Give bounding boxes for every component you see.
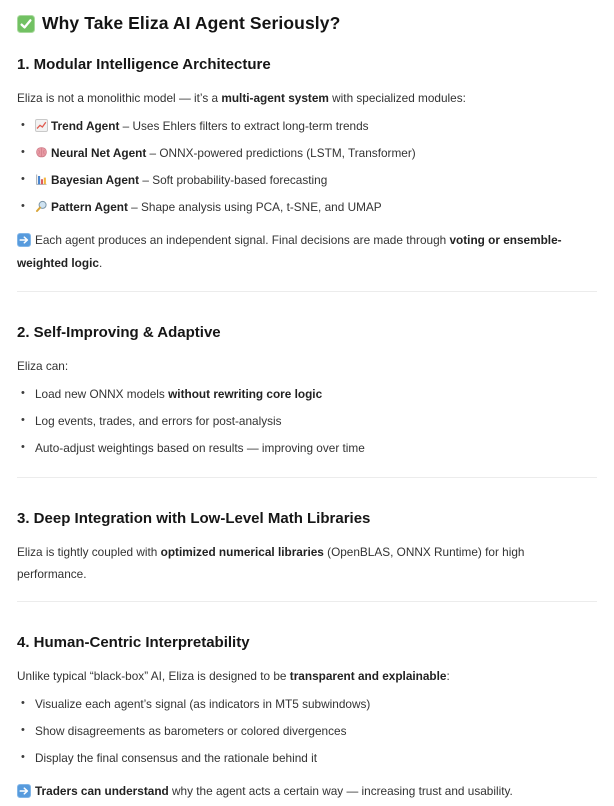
chart-increasing-icon [35, 119, 48, 132]
list-item [17, 717, 597, 744]
agent-name: Neural Net Agent [51, 145, 147, 160]
magnifying-glass-icon [35, 200, 48, 213]
brain-icon [35, 146, 48, 159]
list-item-text [51, 200, 382, 214]
section-intro [17, 355, 597, 377]
bullet-dot: • [21, 119, 25, 131]
section-divider [17, 477, 597, 478]
list-item-text: Load new ONNX models without rewriting core logic [35, 386, 323, 401]
bullet-dot: • [21, 200, 25, 212]
section-self-improving [17, 323, 597, 461]
conclusion-text: Each agent produces an independent signal. Final decisions are made through [35, 233, 450, 247]
list-item-text: Log events, trades, and errors for post-analysis [35, 413, 282, 428]
list-item-text: Visualize each agent’s signal (as indicators in MT5 subwindows) [35, 696, 371, 711]
page-title: Why Take Eliza AI Agent Seriously? [42, 13, 341, 33]
agent-desc: – Shape analysis using PCA, t-SNE, and UMAP [127, 199, 382, 214]
check-mark-icon [17, 15, 35, 33]
interpretability-list [17, 690, 597, 771]
conclusion-bold: voting or ensemble-weighted logic [17, 233, 562, 270]
agent-name: Trend Agent [51, 118, 120, 133]
agent-name: Bayesian Agent [51, 172, 140, 187]
list-item [17, 380, 597, 407]
list-item [17, 166, 597, 193]
conclusion-bold: Traders can understand [35, 784, 169, 798]
list-item [17, 407, 597, 434]
list-item [17, 434, 597, 461]
section-interpretability [17, 633, 597, 803]
section-divider [17, 601, 597, 602]
page-title-row [17, 12, 597, 35]
section-modular-intelligence [17, 55, 597, 275]
agent-desc: – Uses Ehlers filters to extract long-term trends [119, 118, 369, 133]
list-item [17, 193, 597, 220]
intro-text: with specialized modules: [328, 91, 466, 105]
right-arrow-icon [17, 783, 31, 797]
section-conclusion [17, 229, 597, 275]
list-item-text: Show disagreements as barometers or colored divergences [35, 723, 347, 738]
section-intro: Unlike typical “black-box” AI, Eliza is designed to be transparent and explainable: [17, 669, 450, 683]
intro-bold: multi-agent system [221, 91, 329, 105]
intro-text: Eliza can: [17, 359, 69, 373]
bullet-dot: • [21, 173, 25, 185]
bullet-dot: • [21, 751, 25, 763]
section-heading: 4. Human-Centric Interpretability [17, 634, 250, 651]
list-item [17, 690, 597, 717]
section-paragraph: Eliza is tightly coupled with optimized numerical libraries (OpenBLAS, ONNX Runtime) for high performance. [17, 545, 525, 581]
list-item [17, 744, 597, 771]
list-item [17, 112, 597, 139]
list-item-text [51, 173, 327, 187]
agent-desc: – ONNX-powered predictions (LSTM, Transformer) [146, 145, 416, 160]
bullet-dot: • [21, 441, 25, 453]
list-item-text [51, 119, 369, 133]
list-item-text: Auto-adjust weightings based on results — improving over time [35, 440, 365, 455]
intro-text: Eliza is not a monolithic model — it’s a [17, 91, 222, 105]
bullet-dot: • [21, 387, 25, 399]
capability-list [17, 380, 597, 461]
agent-desc: – Soft probability-based forecasting [139, 172, 328, 187]
bullet-dot: • [21, 146, 25, 158]
section-heading: 2. Self-Improving & Adaptive [17, 324, 221, 341]
right-arrow-icon [17, 232, 31, 246]
agent-name: Pattern Agent [51, 199, 128, 214]
bullet-dot: • [21, 724, 25, 736]
conclusion-text: . [98, 256, 103, 270]
section-heading: 3. Deep Integration with Low-Level Math Libraries [17, 510, 371, 527]
bullet-dot: • [21, 414, 25, 426]
bullet-dot: • [21, 697, 25, 709]
section-divider [17, 291, 597, 292]
list-item-text [51, 146, 416, 160]
list-item-text: Display the final consensus and the rationale behind it [35, 750, 317, 765]
conclusion-text: why the agent acts a certain way — increasing trust and usability. [168, 784, 513, 798]
section-intro [17, 87, 597, 109]
bar-chart-icon [35, 173, 48, 186]
list-item [17, 139, 597, 166]
section-math-libraries [17, 509, 597, 585]
section-heading: 1. Modular Intelligence Architecture [17, 56, 271, 73]
agent-list [17, 112, 597, 220]
